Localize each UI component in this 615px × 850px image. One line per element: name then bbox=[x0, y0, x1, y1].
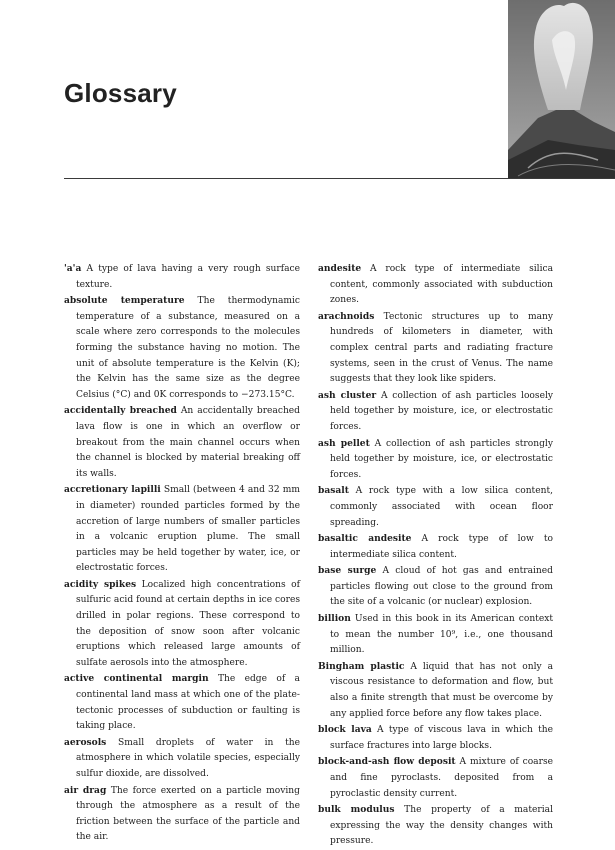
glossary-definition: The thermodynamic temperature of a substance, measured on a scale where zero corresponds to the molecules forming the substance having no motion. The unit of absolute temperature is the Kelvin (K); the Kelvin has the same size as the degree Celsius (°C) and 0K corresponds to −273.15°C. bbox=[76, 296, 300, 400]
glossary-definition: Small droplets of water in the atmosphere in which volatile species, especially sulfur dioxide, are dissolved. bbox=[76, 737, 300, 779]
glossary-definition: A rock type of intermediate silica content, commonly associated with subduction zones. bbox=[330, 264, 553, 306]
glossary-term: acidity spikes bbox=[64, 578, 137, 590]
glossary-entry bbox=[64, 261, 300, 293]
glossary-definition: An accidentally breached lava flow is one in which an overflow or breakout from the main channel occurs when the channel is blocked by material breaking off its walls. bbox=[76, 406, 300, 479]
glossary-definition: Localized high concentrations of sulfuric acid found at certain depths in ice cores drilled in polar regions. These correspond to the deposition of snow soon after volcanic eruptions which released large amounts of sulfate aerosols into the atmosphere. bbox=[76, 579, 300, 668]
glossary-entry bbox=[318, 388, 553, 436]
glossary-entry bbox=[318, 802, 553, 850]
glossary-entry bbox=[318, 436, 553, 484]
glossary-entry bbox=[64, 735, 300, 783]
glossary-definition: Small (between 4 and 32 mm in diameter) rounded particles formed by the accretion of large numbers of smaller particles in a volcanic eruption plume. The small particles may be held together by water, ice, or electrostatic forces. bbox=[76, 485, 300, 574]
glossary-entry bbox=[64, 671, 300, 734]
glossary-entry bbox=[318, 483, 553, 531]
glossary-term: bulk modulus bbox=[318, 804, 395, 816]
glossary-column-left bbox=[64, 261, 300, 846]
glossary-entry bbox=[64, 783, 300, 846]
glossary-term: accidentally breached bbox=[64, 405, 177, 417]
glossary-entry bbox=[318, 261, 553, 309]
glossary-definition: The edge of a continental land mass at which one of the plate-tectonic processes of subduction or faulting is taking place. bbox=[76, 674, 300, 732]
glossary-entry bbox=[318, 611, 553, 659]
glossary-definition: The property of a material expressing the way the density changes with pressure. bbox=[330, 805, 553, 847]
glossary-term: absolute temperature bbox=[64, 295, 185, 307]
glossary-term: ash cluster bbox=[318, 389, 377, 401]
glossary-term: basaltic andesite bbox=[318, 533, 412, 545]
glossary-entry bbox=[64, 293, 300, 403]
glossary-definition: A type of viscous lava in which the surface fractures into large blocks. bbox=[330, 725, 553, 751]
volcano-eruption-photo bbox=[508, 0, 615, 178]
glossary-term: andesite bbox=[318, 263, 362, 274]
title-divider bbox=[64, 178, 615, 179]
glossary-entry bbox=[64, 577, 300, 672]
glossary-term: active continental margin bbox=[64, 673, 209, 685]
page-title: Glossary bbox=[64, 78, 177, 108]
glossary-definition: A type of lava having a very rough surface texture. bbox=[76, 264, 300, 290]
glossary-column-right bbox=[318, 261, 553, 850]
glossary-term: Bingham plastic bbox=[318, 660, 405, 672]
glossary-term: 'a'a bbox=[64, 263, 82, 274]
glossary-term: block lava bbox=[318, 724, 372, 736]
glossary-definition: A mixture of coarse and fine pyroclasts. deposited from a pyroclastic density current. bbox=[330, 757, 553, 799]
glossary-definition: A collection of ash particles loosely held together by moisture, ice, or electrostatic forces. bbox=[330, 390, 553, 432]
glossary-term: basalt bbox=[318, 485, 349, 497]
glossary-entry bbox=[318, 754, 553, 802]
glossary-term: accretionary lapilli bbox=[64, 484, 161, 496]
volcano-eruption-photo-icon bbox=[508, 0, 615, 178]
glossary-definition: A rock type with a low silica content, commonly associated with ocean floor spreading. bbox=[330, 486, 553, 528]
glossary-definition: The force exerted on a particle moving through the atmosphere as a result of the friction between the surface of the particle and the air. bbox=[76, 785, 300, 843]
glossary-definition: A collection of ash particles strongly held together by moisture, ice, or electrostatic forces. bbox=[330, 438, 553, 480]
glossary-term: base surge bbox=[318, 565, 377, 577]
glossary-entry bbox=[318, 563, 553, 611]
glossary-entry bbox=[318, 722, 553, 754]
glossary-entry bbox=[318, 309, 553, 388]
glossary-entry bbox=[318, 531, 553, 563]
glossary-definition: Tectonic structures up to many hundreds of kilometers in diameter, with complex central parts and radiating fracture systems, seen in the crust of Venus. The name suggests that they look like spiders. bbox=[330, 311, 553, 385]
glossary-term: arachnoids bbox=[318, 310, 375, 322]
glossary-definition: Used in this book in its American context to mean the number 10⁹, i.e., one thousand million. bbox=[330, 614, 553, 656]
glossary-entry bbox=[64, 482, 300, 577]
glossary-definition: A liquid that has not only a viscous resistance to deformation and flow, but also a finite strength that must be overcome by any applied force before any flow takes place. bbox=[330, 661, 553, 719]
glossary-term: ash pellet bbox=[318, 437, 370, 449]
glossary-entry bbox=[64, 403, 300, 482]
glossary-term: block-and-ash flow deposit bbox=[318, 756, 456, 768]
glossary-term: aerosols bbox=[64, 736, 107, 748]
glossary-definition: A cloud of hot gas and entrained particles flowing out close to the ground from the site of a volcanic (or nuclear) explosion. bbox=[330, 566, 553, 608]
glossary-term: air drag bbox=[64, 784, 107, 796]
glossary-term: billion bbox=[318, 613, 351, 625]
glossary-entry bbox=[318, 659, 553, 722]
glossary-definition: A rock type of low to intermediate silica content. bbox=[330, 534, 553, 560]
